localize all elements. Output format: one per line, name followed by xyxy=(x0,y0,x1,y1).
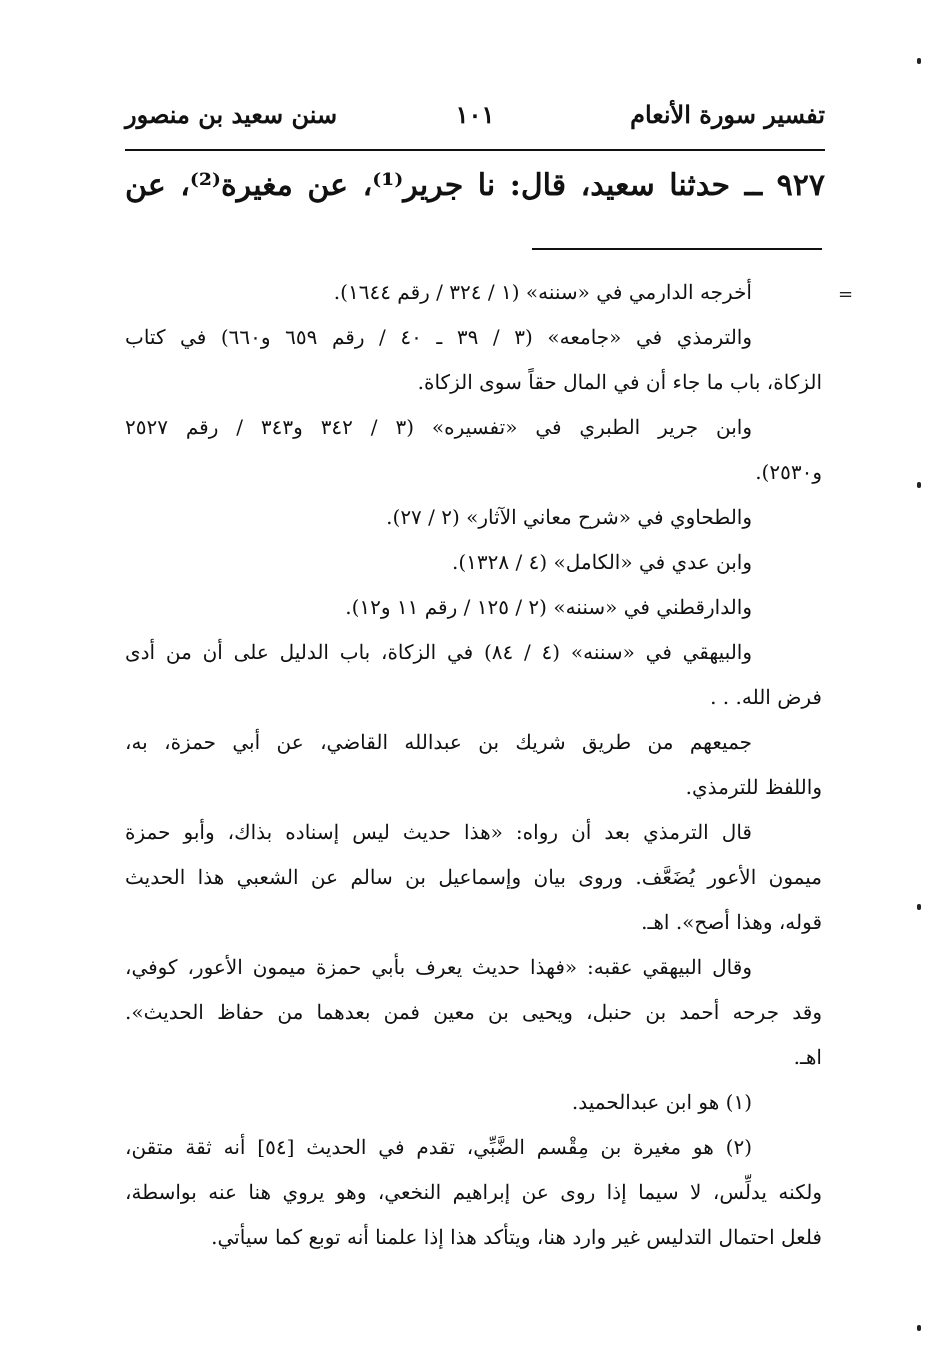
note-line: والترمذي في «جامعه» (٣ / ٣٩ ـ ٤٠ / رقم ٦٥٩ و٦٦٠) في كتاب xyxy=(125,325,753,349)
scan-speck xyxy=(917,1325,921,1331)
note-line: الزكاة، باب ما جاء أن في المال حقاً سوى الزكاة. xyxy=(417,370,822,394)
footnote-divider xyxy=(532,248,822,250)
note-line: والطحاوي في «شرح معاني الآثار» (٢ / ٢٧). xyxy=(386,505,752,529)
note-line: والبيهقي في «سننه» (٤ / ٨٤) في الزكاة، باب الدليل على أن من أدى xyxy=(125,640,753,664)
hadith-text: ٩٢٧ ــ حدثنا سعيد، قال: نا جرير⁽¹⁾، عن مغيرة⁽²⁾، عن xyxy=(125,168,825,203)
continuation-mark: = xyxy=(838,284,854,305)
commentary xyxy=(125,270,822,1260)
note-line: وابن جرير الطبري في «تفسيره» (٣ / ٣٤٢ و٣٤٣ / رقم ٢٥٢٧ xyxy=(125,415,752,439)
page-number: ١٠١ xyxy=(455,100,495,129)
note-line: فرض الله. . . xyxy=(710,685,822,709)
note-line: ميمون الأعور يُضَعَّف. وروى بيان وإسماعيل بن سالم عن الشعبي هذا الحديث xyxy=(125,865,822,889)
note-line: قال الترمذي بعد أن رواه: «هذا حديث ليس إسناده بذاك، وأبو حمزة xyxy=(125,820,752,844)
scan-speck xyxy=(917,482,921,488)
note-line: وقد جرحه أحمد بن حنبل، ويحيى بن معين فمن بعدهما من حفاظ الحديث». xyxy=(125,1000,822,1024)
book-title: سنن سعيد بن منصور xyxy=(125,100,338,129)
note-line: وابن عدي في «الكامل» (٤ / ١٣٢٨). xyxy=(451,550,752,574)
note-line: و٢٥٣٠). xyxy=(755,460,822,484)
footnote-2-cont: ولكنه يدلِّس، لا سيما إذا روى عن إبراهيم النخعي، وهو يروي هنا عنه بواسطة، xyxy=(125,1180,822,1204)
note-line: أخرجه الدارمي في «سننه» (١ / ٣٢٤ / رقم ١٦٤٤). xyxy=(333,280,752,304)
footnote-1: (١) هو ابن عبدالحميد. xyxy=(571,1090,752,1114)
footnote-2-end: فلعل احتمال التدليس غير وارد هنا، ويتأكد هذا إذا علمنا أنه توبع كما سيأتي. xyxy=(211,1225,822,1249)
scan-speck xyxy=(917,58,921,64)
note-line: واللفظ للترمذي. xyxy=(685,775,822,799)
note-line: اهـ. xyxy=(793,1045,822,1069)
note-line: جميعهم من طريق شريك بن عبدالله القاضي، عن أبي حمزة، به، xyxy=(125,730,753,754)
note-line: قوله، وهذا أصح». اهـ. xyxy=(641,910,822,934)
note-line: وقال البيهقي عقبه: «فهذا حديث يعرف بأبي حمزة ميمون الأعور، كوفي، xyxy=(125,955,752,979)
scan-speck xyxy=(917,904,921,910)
header-divider xyxy=(125,149,825,151)
chapter-title: تفسير سورة الأنعام xyxy=(630,100,825,129)
note-line: والدارقطني في «سننه» (٢ / ١٢٥ / رقم ١١ و١٢). xyxy=(345,595,752,619)
footnote-2: (٢) هو مغيرة بن مِقْسم الضَّبِّي، تقدم في الحديث [٥٤] أنه ثقة متقن، xyxy=(125,1135,752,1159)
page-header xyxy=(125,100,825,140)
